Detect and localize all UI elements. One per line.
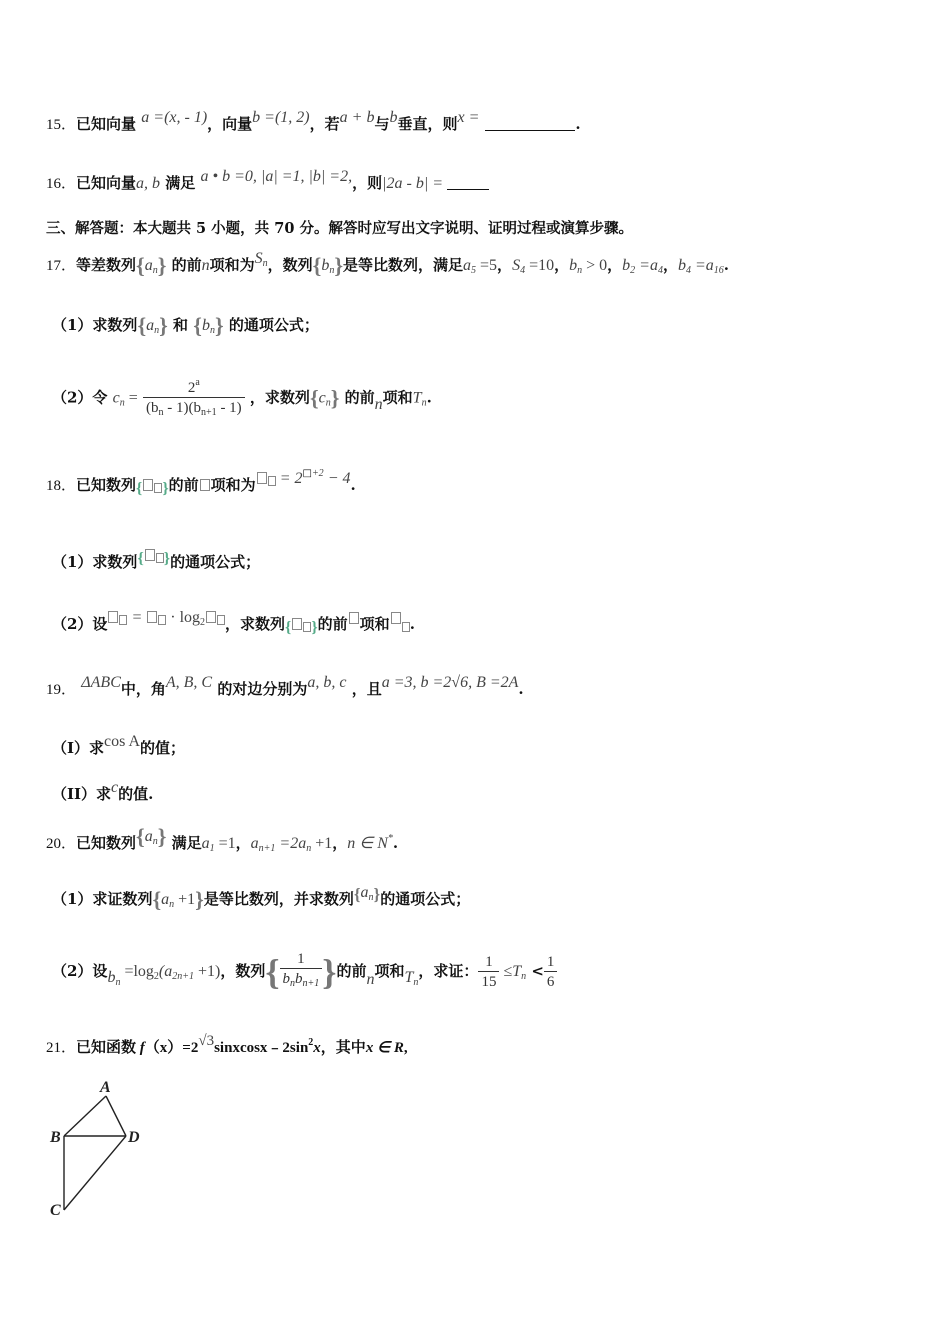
subscript: n [290, 978, 296, 989]
math-expression: · log [166, 609, 201, 626]
math-expression: n [374, 395, 383, 413]
subscript: n [325, 397, 331, 409]
math-expression: a =(x, - 1) [141, 109, 208, 126]
math-expression: b [622, 257, 631, 274]
brace-left: { [309, 385, 319, 411]
question-20-part-2 [52, 950, 557, 996]
question-text: ，求证： [418, 962, 479, 980]
question-text: ， [497, 256, 513, 274]
brace-left: { [353, 885, 361, 904]
placeholder-glyph [147, 611, 157, 623]
fraction-numerator: 1 [280, 950, 323, 969]
subscript: 4 [520, 265, 526, 276]
question-number: 16． [46, 176, 77, 192]
question-text: 是等比数列，并求数列 [203, 890, 354, 908]
answer-blank [485, 116, 575, 131]
fraction-denominator: b [282, 971, 291, 987]
math-expression: A, B, C [165, 674, 213, 691]
brace-right: } [159, 313, 168, 338]
math-expression: b [677, 257, 686, 274]
question-text: 的值. [118, 785, 154, 803]
question-text: . [392, 834, 399, 852]
subscript: 4 [657, 265, 663, 276]
math-expression: a [463, 257, 472, 274]
subscript: n [169, 899, 175, 910]
brace-right: } [162, 480, 169, 497]
segment-dc [64, 1136, 126, 1210]
question-text: 满足 [165, 174, 196, 192]
fraction-denominator: - 1) [216, 400, 242, 416]
question-text: ，数列 [267, 256, 313, 274]
question-19-part-1 [52, 733, 186, 760]
question-text: 与 [374, 115, 390, 133]
subscript: n [152, 836, 158, 847]
brace-right: } [157, 253, 167, 278]
math-expression: T [404, 969, 414, 986]
subscript: n [154, 325, 160, 336]
math-expression: a [360, 884, 369, 901]
brace-right: } [195, 887, 204, 912]
math-expression: < [526, 962, 544, 980]
question-text: 项和 [374, 962, 405, 980]
question-17-part-1 [52, 314, 319, 342]
question-text: ，且 [351, 680, 382, 698]
math-expression: =log [120, 963, 154, 980]
math-expression: b [569, 257, 578, 274]
subscript: n+1 [302, 978, 320, 989]
fraction-denominator: b [295, 971, 303, 987]
math-expression: a [144, 828, 153, 845]
subscript: n [158, 407, 164, 418]
subscript: n [262, 258, 268, 269]
brace-left: { [136, 253, 145, 278]
question-16 [46, 168, 489, 195]
math-expression: − 4 [323, 470, 351, 487]
question-text: 的前 [344, 388, 375, 407]
math-expression: n ∈ N [347, 835, 388, 852]
math-expression: = [127, 609, 147, 626]
brace-right: } [214, 313, 224, 338]
brace-left: { [137, 550, 144, 567]
question-text: ， [332, 834, 348, 852]
superscript: a [195, 377, 200, 388]
question-text: ，其中 [320, 1038, 366, 1056]
math-expression: T [412, 389, 422, 407]
math-expression: =2 [182, 1040, 199, 1056]
vertex-label-a: A [100, 1079, 111, 1096]
math-expression: b [389, 109, 398, 126]
question-text: 项和 [359, 615, 390, 633]
segment-ad [106, 1096, 126, 1136]
math-expression: ΔABC [81, 674, 121, 691]
math-expression: b [107, 969, 116, 986]
question-text: 满足 [171, 834, 202, 852]
math-expression: a [146, 317, 155, 334]
subscript: n+1 [258, 843, 276, 854]
brace-right: } [157, 824, 167, 849]
subscript: n [119, 397, 125, 409]
question-text: 的前 [317, 615, 348, 633]
triangle-figure [40, 1072, 160, 1222]
math-expression: ≤T [499, 963, 522, 980]
placeholder-glyph [156, 553, 164, 563]
question-text: ，向量 [207, 115, 253, 133]
math-expression: =a [690, 257, 714, 274]
question-text: 等差数列 [76, 256, 137, 274]
subscript: n [306, 843, 312, 854]
question-15 [46, 109, 581, 136]
question-number: 20． [46, 836, 77, 852]
question-text: ，求数列 [225, 615, 286, 633]
question-19-part-2 [52, 779, 154, 806]
question-18 [46, 470, 356, 500]
placeholder-glyph [257, 472, 267, 484]
question-text: 项和 [382, 388, 413, 407]
question-text: ， [662, 256, 678, 274]
math-expression: b [321, 257, 330, 274]
question-text: 的通项公式； [170, 553, 261, 571]
question-17-part-2 [52, 374, 432, 418]
math-expression: =10 [525, 257, 555, 274]
subscript: n [368, 892, 374, 903]
fraction-denominator: - 1)(b [163, 400, 202, 416]
math-expression: cos A [104, 733, 141, 750]
question-number: 19． [46, 682, 77, 698]
placeholder-glyph [292, 618, 302, 630]
function-arg: （x） [144, 1040, 183, 1056]
question-text: 已知向量 [76, 115, 137, 133]
math-expression: = [124, 389, 138, 407]
placeholder-glyph [206, 611, 216, 623]
brace-left: { [193, 313, 202, 338]
math-expression: a [250, 835, 259, 852]
vertex-label-b: B [50, 1129, 61, 1146]
question-text: 的前 [171, 256, 202, 274]
question-text: . [350, 476, 356, 494]
math-expression: =a [635, 257, 658, 274]
brace-right: } [322, 952, 337, 992]
question-18-part-1 [52, 551, 260, 577]
subscript: 1 [209, 843, 215, 854]
question-text: ，数列 [220, 962, 266, 980]
brace-right: } [373, 885, 381, 904]
function-name: f [139, 1040, 145, 1056]
brace-left: { [285, 619, 292, 636]
math-expression: a [144, 257, 153, 274]
math-expression: c [111, 779, 119, 796]
math-expression: x = [457, 109, 480, 126]
brace-left: { [265, 952, 280, 992]
brace-right: } [330, 385, 340, 411]
subscript: n [329, 265, 335, 276]
math-expression: =2a [275, 835, 307, 852]
question-number: 15． [46, 117, 77, 133]
subscript: 2n+1 [172, 971, 194, 982]
question-17 [46, 250, 729, 282]
part-label: （2）令 [52, 388, 108, 407]
math-expression: a [161, 891, 170, 908]
subscript: 2 [200, 617, 206, 628]
placeholder-glyph [268, 476, 276, 486]
math-expression: = 2 [275, 470, 303, 487]
answer-blank [447, 175, 489, 190]
part-label: （II）求 [52, 785, 112, 803]
question-text: ，则 [352, 174, 383, 192]
question-text: 的前 [336, 962, 367, 980]
question-20-part-1 [52, 884, 471, 916]
math-expression: a + b [339, 109, 375, 126]
fraction-numerator: 2 [187, 380, 196, 396]
question-text: 的通项公式； [228, 316, 319, 334]
part-label: （2）设 [52, 615, 108, 633]
question-text: 已知函数 [76, 1038, 137, 1056]
question-text: 的前 [168, 476, 199, 494]
math-expression: =1 [214, 835, 236, 852]
brace-left: { [136, 824, 145, 849]
math-expression: |2a - b| = [382, 175, 444, 192]
subscript: n [421, 397, 427, 409]
subscript: 16 [713, 265, 724, 276]
fraction-numerator: 1 [478, 953, 499, 972]
question-19 [46, 674, 524, 701]
fraction-denominator: 6 [546, 973, 555, 990]
math-expression: > 0 [582, 257, 608, 274]
question-text: 项和为 [210, 476, 256, 494]
math-expression: a • b =0, |a| =1, |b| =2, [200, 168, 353, 185]
part-label: （2）设 [52, 962, 108, 980]
question-text: 垂直，则 [397, 115, 458, 133]
subscript: n [152, 265, 158, 276]
subscript: n [413, 977, 419, 988]
fraction-denominator: (b [146, 400, 159, 416]
fraction-numerator: 1 [544, 953, 558, 972]
placeholder-glyph [402, 622, 410, 632]
math-expression: x ∈ R [365, 1040, 404, 1056]
vertex-label-c: C [50, 1202, 61, 1219]
question-text: 已知数列 [76, 476, 137, 494]
math-expression: c [112, 389, 120, 407]
subscript: 4 [685, 265, 691, 276]
math-expression: S [254, 250, 263, 267]
subscript: n [577, 265, 583, 276]
math-expression: b =(1, 2) [252, 109, 310, 126]
question-text: ，若 [309, 115, 340, 133]
question-text: ， [235, 834, 251, 852]
math-expression: n [201, 257, 210, 274]
question-text: 已知向量 [76, 174, 137, 192]
placeholder-glyph [391, 612, 401, 624]
brace-left: { [137, 313, 147, 338]
placeholder-glyph [217, 615, 225, 625]
math-expression: a, b [136, 175, 161, 192]
fraction [478, 953, 499, 992]
placeholder-glyph [145, 549, 155, 561]
superscript: * [387, 833, 393, 844]
brace-right: } [334, 253, 343, 278]
question-number: 18． [46, 478, 77, 494]
math-expression: x [313, 1040, 321, 1056]
math-expression: sinxcosx﹣2sin [214, 1040, 309, 1056]
question-text: . [409, 615, 415, 633]
math-expression: b [201, 317, 210, 334]
placeholder-glyph [349, 612, 359, 624]
question-text: 项和为 [209, 256, 255, 274]
math-expression: +1 [311, 835, 333, 852]
question-text: ， [607, 256, 623, 274]
question-text: 的对边分别为 [217, 680, 308, 698]
question-number: 21． [46, 1040, 77, 1056]
brace-right: } [163, 550, 171, 567]
subscript: n [521, 971, 527, 982]
part-label: （1）求数列 [52, 316, 138, 334]
math-expression: =5 [476, 257, 498, 274]
question-text: , [403, 1040, 408, 1056]
brace-left: { [136, 480, 143, 497]
question-text: ，求数列 [249, 388, 310, 407]
math-expression: c [318, 389, 326, 407]
subscript: n [209, 325, 215, 336]
math-expression: (a [158, 963, 173, 980]
question-number: 17． [46, 258, 77, 274]
question-text: 中，角 [120, 680, 166, 698]
question-text: 已知数列 [76, 834, 137, 852]
math-expression: n [366, 971, 375, 988]
placeholder-glyph [200, 479, 210, 491]
question-text: ， [554, 256, 570, 274]
subscript: 2 [153, 971, 159, 982]
question-text: 是等比数列，满足 [343, 256, 464, 274]
brace-left: { [152, 887, 162, 912]
fraction [280, 950, 323, 994]
vertex-label-d: D [128, 1129, 140, 1146]
placeholder-glyph [108, 611, 118, 623]
question-text: . [575, 115, 581, 133]
fraction-denominator: 15 [481, 973, 497, 990]
math-expression: a [201, 835, 210, 852]
math-expression: +1 [174, 891, 196, 908]
placeholder-glyph [143, 479, 153, 491]
question-text: . [426, 388, 432, 407]
math-expression: +1) [193, 963, 221, 980]
superscript: 2 [308, 1037, 314, 1048]
question-text: . [518, 680, 524, 698]
part-label: （1）求数列 [52, 553, 138, 571]
subscript: 5 [471, 265, 477, 276]
superscript: +2 [311, 468, 324, 479]
brace-right: } [311, 619, 318, 636]
fraction [544, 953, 558, 992]
brace-left: { [312, 253, 322, 278]
part-label: （1）求证数列 [52, 890, 153, 908]
question-20 [46, 824, 399, 860]
segment-ab [64, 1096, 106, 1136]
question-18-part-2 [52, 609, 415, 641]
question-text: 和 [173, 316, 189, 334]
subscript: 2 [630, 265, 636, 276]
part-label: （I）求 [52, 739, 105, 757]
subscript: n+1 [201, 407, 217, 418]
placeholder-glyph: □ [302, 468, 312, 479]
math-expression: a =3, b =2√6, B =2A [381, 674, 519, 691]
section-heading: 三、解答题：本大题共 5 小题，共 70 分。解答时应写出文字说明、证明过程或演算步骤。 [46, 220, 633, 237]
math-expression: √3 [198, 1033, 215, 1049]
question-21 [46, 1032, 408, 1059]
math-expression: S [512, 257, 521, 274]
fraction [143, 374, 245, 423]
question-text: 的值； [140, 739, 186, 757]
question-text: 的通项公式； [380, 890, 471, 908]
subscript: n [115, 977, 121, 988]
question-text: . [723, 256, 729, 274]
math-expression: a, b, c [307, 674, 347, 691]
